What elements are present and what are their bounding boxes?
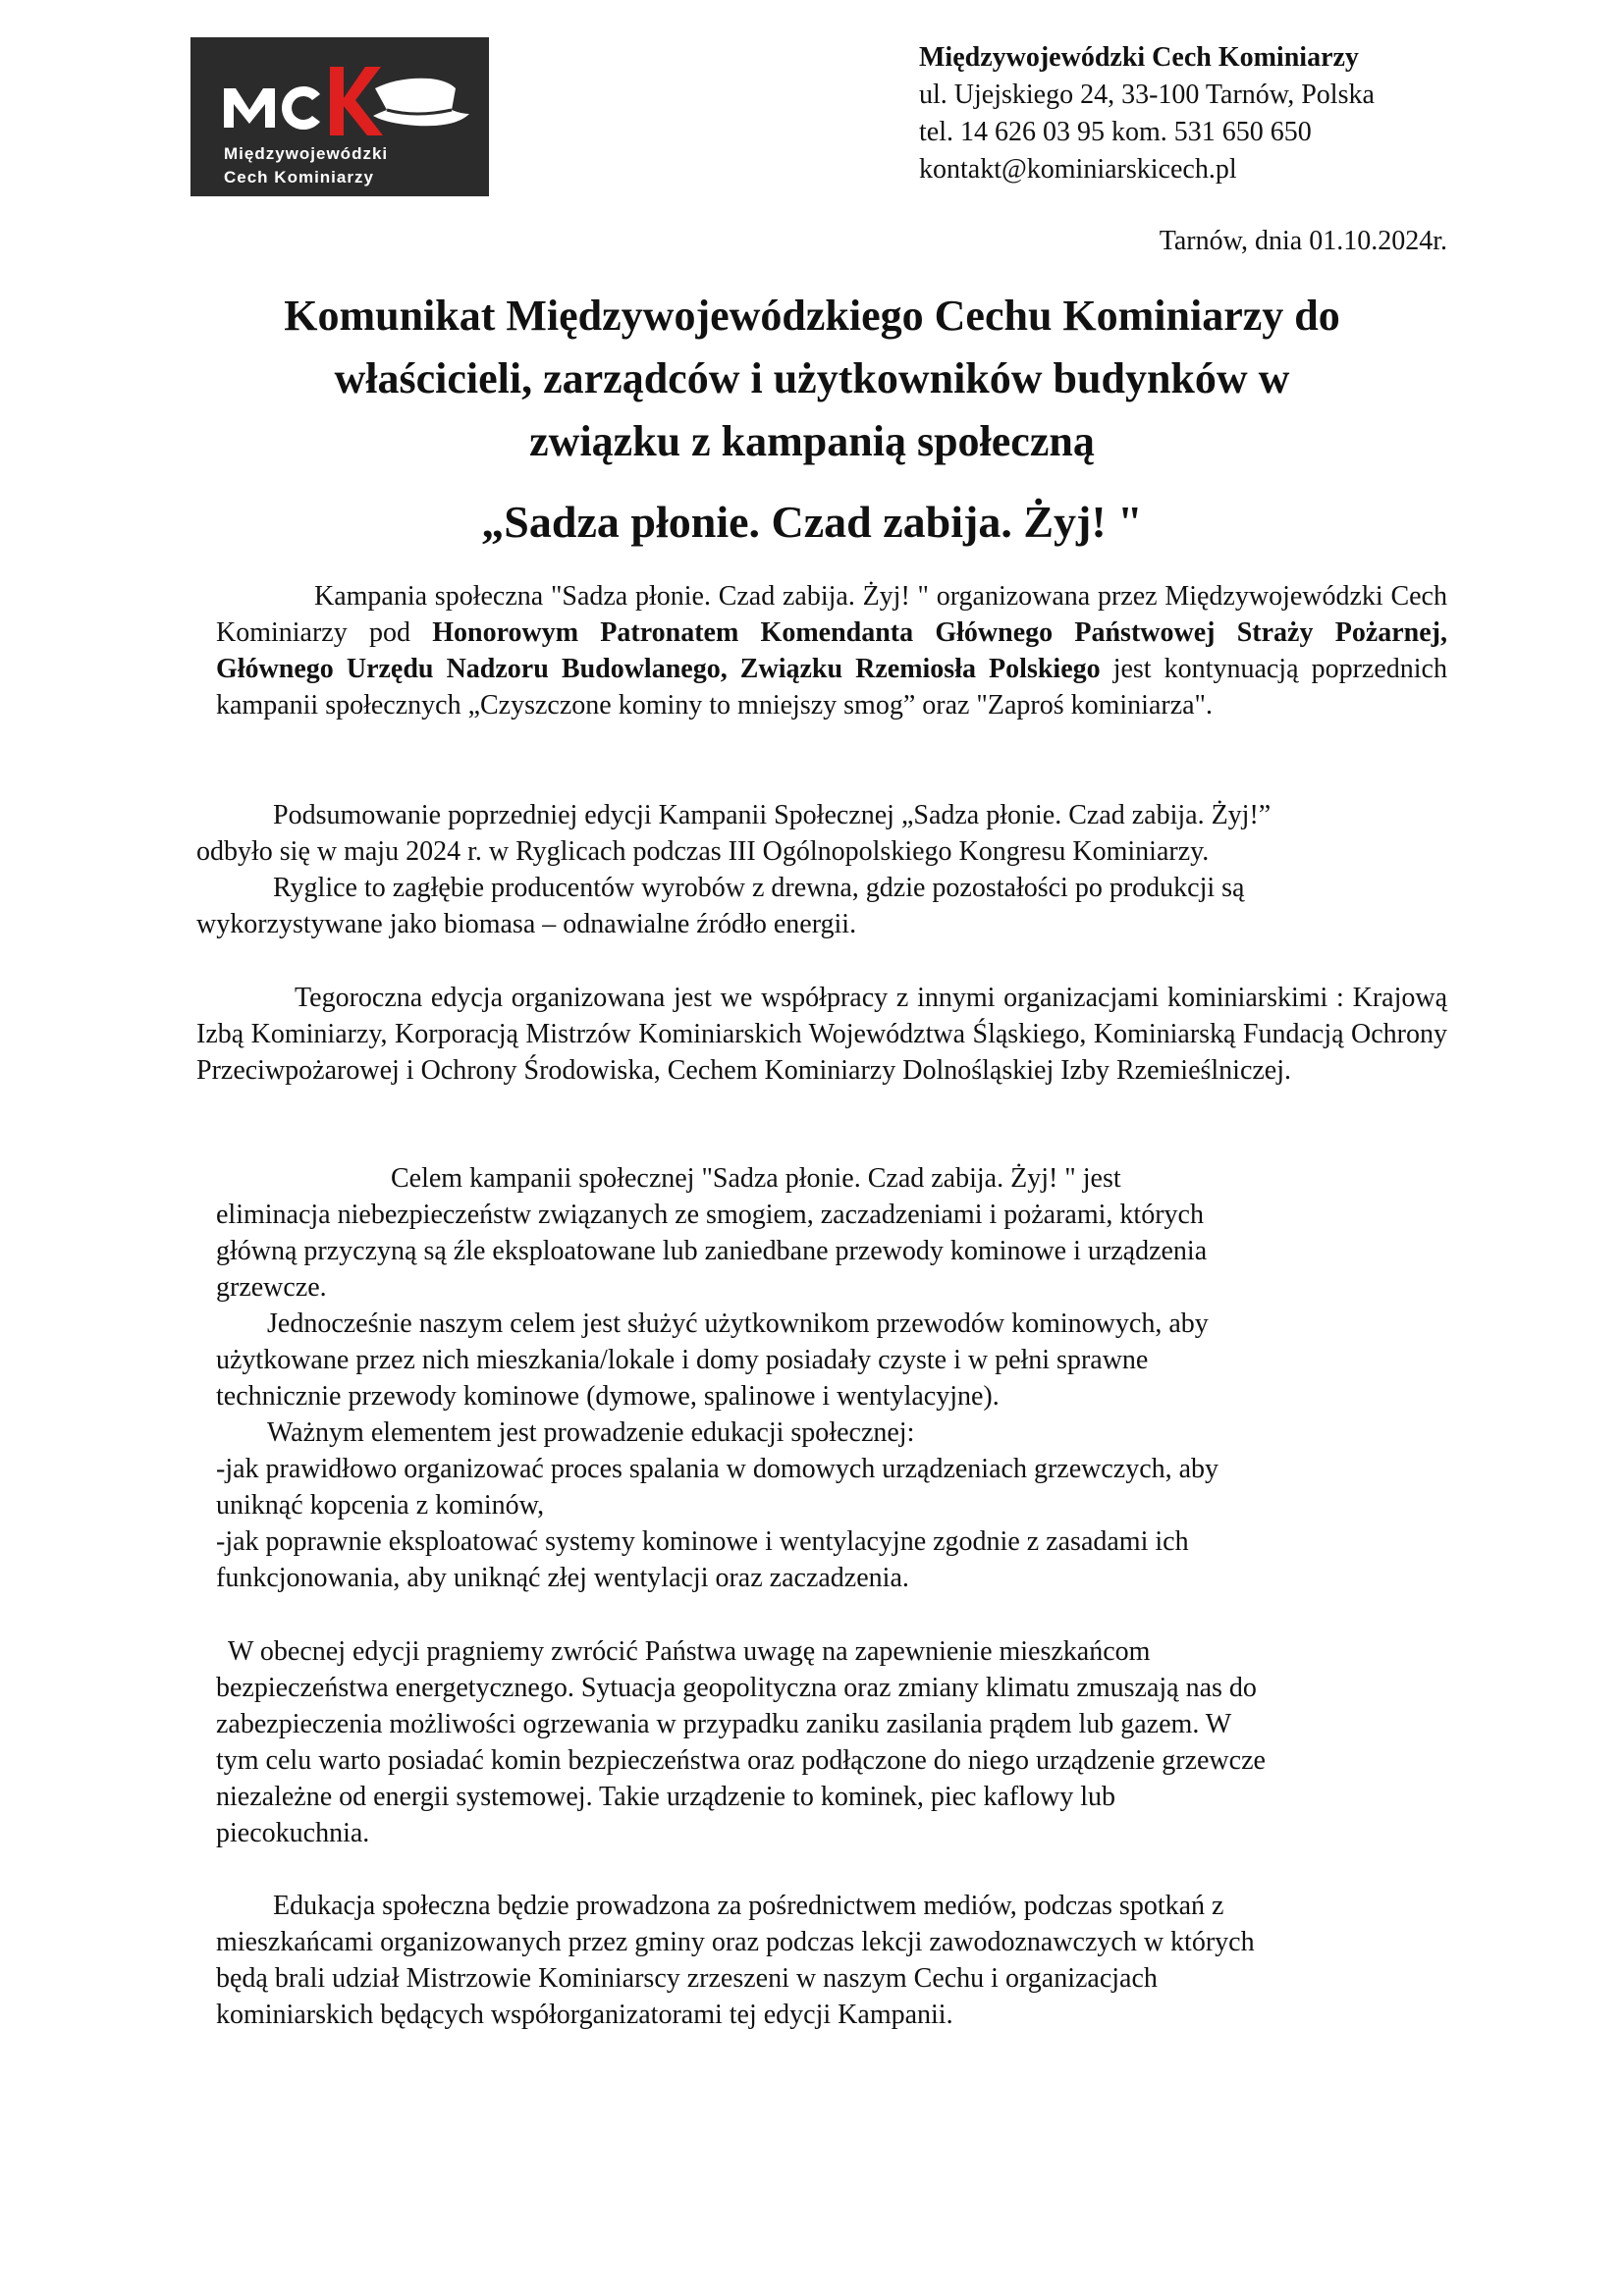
sender-phone: tel. 14 626 03 95 kom. 531 650 650 [919,117,1312,147]
document-title: Komunikat Międzywojewódzkiego Cechu Kominiarzy do właścicieli, zarządców i użytkowników budynków w związku z kampanią społeczną [284,292,1340,465]
paragraph-goals: Celem kampanii społecznej "Sadza płonie. Czad zabija. Żyj! " jest eliminacja niebezpieczeństw związanych ze smogiem, zaczadzeniami i pożarami, których główną przyczyną są źle eksploatowane lub zaniedbane przewody kominowe i urządzenia grzewcze. Jednocześnie naszym celem jest służyć użytkownikom przewodów kominowych, aby użytkowane przez nich mieszkania/lokale i domy posiadały czyste i w pełni sprawne technicznie przewody kominowe (dymowe, spalinowe i wentylacyjne). Ważnym elementem jest prowadzenie edukacji społecznej: -jak prawidłowo organizować proces spalania w domowych urządzeniach grzewczych, aby uniknąć kopcenia z kominów, -jak poprawnie eksploatować systemy kominowe i wentylacyjne zgodnie z zasadami ich funkcjonowania, aby uniknąć złej wentylacji oraz zaczadzenia. [216,1163,1219,1593]
paragraph-education: Edukacja społeczna będzie prowadzona za pośrednictwem mediów, podczas spotkań z mieszkańcami organizowanych przez gminy oraz podczas lekcji zawodoznawczych w których będą brali udział Mistrzowie Kominiarscy zrzeszeni w naszym Cechu i organizacjach kominiarskich będących współorganizatorami tej edycji Kampanii. [216,1891,1255,2030]
svg-text:Międzywojewódzki: Międzywojewódzki [224,144,389,163]
sender-street: ul. Ujejskiego 24, 33-100 Tarnów, Polska [919,80,1375,110]
document-date: Tarnów, dnia 01.10.2024r. [1159,226,1447,256]
sender-email: kontakt@kominiarskicech.pl [919,154,1237,185]
paragraph-cooperation: Tegoroczna edycja organizowana jest we współpracy z innymi organizacjami kominiarskimi : Krajową Izbą Kominiarzy, Korporacją Mistrzów Kominiarskich Województwa Śląskiego, Kominiarską Fundacją Ochrony Przeciwpożarowej i Ochrony Środowiska, Cechem Kominiarzy Dolnośląskiej Izby Rzemieślniczej. [196,983,1447,1086]
top-hat-icon [373,79,469,127]
sender-name: Międzywojewódzki Cech Kominiarzy [919,42,1359,73]
svg-text:Cech Kominiarzy: Cech Kominiarzy [224,168,374,187]
campaign-slogan: „Sadza płonie. Czad zabija. Żyj! " [481,497,1143,547]
paragraph-energy-security: W obecnej edycji pragniemy zwrócić Państwa uwagę na zapewnienie mieszkańcom bezpieczeństwa energetycznego. Sytuacja geopolityczna oraz zmiany klimatu zmuszają nas do zabezpieczenia możliwości ogrzewania w przypadku zaniku zasilania prądem lub gazem. W tym celu warto posiadać komin bezpieczeństwa oraz podłączone do niego urządzenie grzewcze niezależne od energii systemowej. Takie urządzenie to kominek, piec kaflowy lub piecokuchnia. [216,1636,1266,1848]
company-logo [190,37,489,196]
paragraph-intro: Kampania społeczna "Sadza płonie. Czad zabija. Żyj! " organizowana przez Międzywojewódzki Cech Kominiarzy pod Honorowym Patronatem Komendanta Głównego Państwowej Straży Pożarnej, Głównego Urzędu Nadzoru Budowlanego, Związku Rzemiosła Polskiego jest kontynuacją poprzednich kampanii społecznych „Czyszczone kominy to mniejszy smog” oraz "Zaproś kominiarza". [216,581,1447,721]
sender-address [919,39,1375,188]
paragraph-summary: Podsumowanie poprzedniej edycji Kampanii Społecznej „Sadza płonie. Czad zabija. Żyj!” odbyło się w maju 2024 r. w Ryglicach podczas III Ogólnopolskiego Kongresu Kominiarzy. Ryglice to zagłębie producentów wyrobów z drewna, gdzie pozostałości po produkcji są wykorzystywane jako biomasa – odnawialne źródło energii. [196,800,1272,939]
